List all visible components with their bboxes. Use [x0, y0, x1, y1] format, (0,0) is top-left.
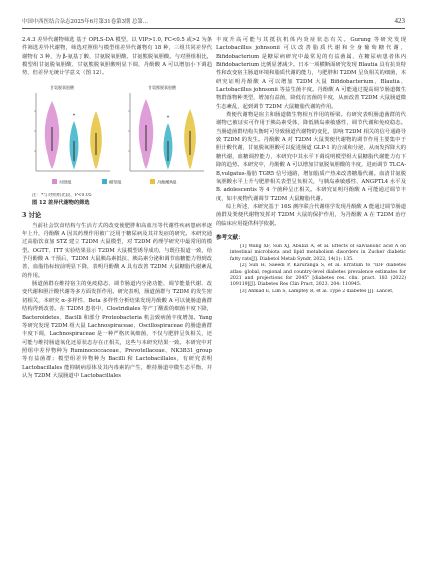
journal-title: 中国中西医结合杂志2025年6月第31卷第3期 总第...	[22, 19, 148, 25]
figure-12	[22, 81, 212, 191]
svg-text:*: *	[72, 112, 76, 119]
violin-panel-left	[34, 84, 110, 171]
paragraph-diff-metabolites: 2.4.3 差异代谢物筛选 基于 OPLS-DA 模型，以 VIP>1.0, FC<0.5 或>2 为条件筛选差异代谢物，筛选对照组与模型组差异代谢物有 18 种，三组共同差异代谢物有 3 种，为 β-氨基丁酸、甘氨脱氧胆酸、甘氨熊脱氧胆酸。与对照组相比，模型组甘氨脱氧胆酸、甘氨熊脱氧胆酸明显下调，丹酚酸 A 可以增加小下调趋势，但差异无统计学意义（图 12）。	[22, 37, 212, 77]
page-number: 423	[394, 17, 405, 25]
violin-plot-figure	[22, 81, 212, 191]
reference-item: [3] Ahmad E, Lim S, Lamptey R, et al. Type 2 diabetes [J]. Lancet,	[240, 288, 394, 294]
section-heading-discussion: 3 讨论	[22, 211, 42, 219]
paragraph-conclusion: 综上所述，本研究基于 16S 测序联合代谢组学发现丹酚酸 A 能通过调节肠道菌群及粪便代谢物发挥对 T2DM 大鼠的保护作用，为丹酚酸 A 在 T2DM 治疗的临床应用提供科学依据。	[216, 203, 406, 227]
legend-swatch-model	[102, 179, 107, 184]
figure-note: 注：*与对照组比较，P<0.05	[32, 192, 92, 198]
reference-item: [2] Sun H, Saeedi P, Karuranga S, et al. Erratum to "IDF diabetes atlas: global, regional and country-level diabetes prevalence estimates for 2021 and projections for 2045" [diabetes res. clin. pract. 183 (2022) 109119][J]. Diabetes Res Clin Pract, 2023, 204: 110945.	[230, 263, 406, 288]
figure-caption: 图 12 差异代谢物的筛选	[32, 199, 90, 206]
legend-swatch-treatment	[150, 179, 155, 184]
running-head	[22, 18, 405, 29]
references-title: 参考文献：	[216, 234, 244, 241]
legend-label-model: 模型组	[109, 179, 122, 185]
paragraph-discussion-1: 当前社会饮食结构与生活方式的改变使肥胖和高血压等代谢性疾病患病率逐年上升，丹酚酸 A 因其药理作用被广泛用于糖尿病及其并发症的研究。本研究通过高脂饮食加 STZ 建立 T2DM 大鼠模型，对 T2DM 药理学研究中最常用的模型。OGTT、ITT 实验结果显示 T2DM 大鼠模型诱导成功，与既往报道一致，给予丹酚酸 A 干预后，T2DM 大鼠胰岛素抵抗、胰岛素分泌和调节血糖能力得到改善，血脂指标较前明显下降，表明丹酚酸 A 具有改善 T2DM 大鼠糖脂代谢紊乱的作用。	[22, 222, 212, 279]
panel-left-title: 甘氨脱氧胆酸	[50, 84, 74, 90]
legend-swatch-control	[52, 179, 57, 184]
paragraph-discussion-2: 肠道菌群在维持宿主的免疫稳态、调节肠道内分泌功能、调节能量代谢、改变代谢和胆汁酸代谢等多方面发挥作用。研究表明，肠道菌群与 T2DM 的发生密切相关，本研究 α-多样性、Beta 多样性分析结果发现丹酚酸 A 可以使肠道菌群结构得到改善。在 T2DM 患者中，Clostridiales 等产丁酸盐的细菌丰度下降，Bacteroidetes、Bacilli 和部分 Proteobacteria 机会致病菌丰度增加。Yang 等研究发现 T2DM 组大鼠 Lachnospiraceae、Oscillospiraceae 的肠道菌群丰度下调，Lachnospiraceae 是一种严格厌氧细菌，不仅与肥胖呈负相关，还可能与维持肠道氧化还原状态存在正相关，这些与本研究结果一致。本研究中对照组中差异物种为 Ruminococcaceae、Prevotellaceae、NK3B31_group 等有益菌群；模型组差异物种为 Bacilli 和 Lactobacillales，有研究表明 Lactobacillales 能抑制病原体及其内毒素的产生，维持肠道中微生态平衡，并认为 T2DM 大鼠肠道中 Lactobacillales	[22, 281, 212, 379]
legend-label-control: 对照组	[59, 179, 72, 185]
legend-label-treatment: 丹酚酸A组	[157, 179, 177, 185]
panel-right-title: 甘氨熊脱氧胆酸	[148, 84, 176, 90]
violin-panel-right	[128, 84, 204, 171]
right-column	[216, 36, 406, 295]
svg-text:*: *	[166, 114, 170, 121]
paragraph-microbiota: 丰度升高可能与其抵抗机体内炎症状态有关。Gurung 等研究发现 Lactobacillus johnsonii 可以改善脂质代谢和全身葡萄糖代谢，Bifidobacterium 是糖尿病研究中最常见的有益菌属，在糖尿病患者体内 Bifidobacterium 比例显著减少。日本一项横断面研究发现 Blautia 具有抗炎特性和改变宿主肠道环境和脂质代谢的能力，与肥胖和 T2DM 呈负相关的细菌，本研究证明丹酚酸 A 可以增加 T2DM 大鼠 Bifidobacterium、Blautia、Lactobacillus johnsonii 等益生菌丰度。丹酚酸 A 可能通过提高调节肠道微生物群落物种类型，增加有益菌，降低有害菌的丰度，从而改善 T2DM 大鼠肠道微生态紊乱，起到调节 T2DM 大鼠糖脂代谢的作用。	[216, 37, 406, 110]
figure-legend	[52, 178, 177, 185]
paragraph-fecal-metabolites: 粪便代谢物是宿主和肠道微生物相互作用的桥梁。有研究表明肠道菌群的代谢物已被证实可作用于胰岛素受体，降低胰岛素敏感性，调节代谢和免疫稳态。当肠道菌群结构失衡时可导致肠道代谢物的变化，影响 T2DM 相关的信号通路导致 T2DM 的发生。丹酚酸 A 对 T2DM 大鼠粪便代谢物的调节作用主要集中于胆汁酸代谢，甘氨脱氧胆酸可以促进肠道 GLP-1 的合成和分泌，从而发挥降大的糖代谢，血糖调控能力，本研究中其水平下调说明模型组大鼠糖脂代谢能力有下降的趋势。本研究中，丹酚酸 A 可以增加甘氨脱氧胆酸的丰度，进而调节 TLCA-B,vulgatus-脂肪 TGR5 信号通路，增加脂质产热来改善糖脂代谢。血清甘氨脱氧胆酸水平上升与肥胖相关表型呈负相关，与胰岛素敏感性、ANGPTL4 水平及 B. adolescentis 等 4 个菌种呈正相关。本研究证明丹酚酸 A 可能通过调节丰度，如丰度物代谢调节 T2DM 大鼠糖脂代谢。	[216, 112, 406, 202]
reference-item: [1] Wang XF, Sun XJ, Abulizi A, et al. Effects of salvianolic acid A on intestinal microbiota and lipid metabolism disorders in Zucker diabetic fatty rats[J]. Diabetol Metab Syndr, 2022, 14(1): 135.	[230, 243, 406, 262]
left-column	[22, 36, 212, 380]
